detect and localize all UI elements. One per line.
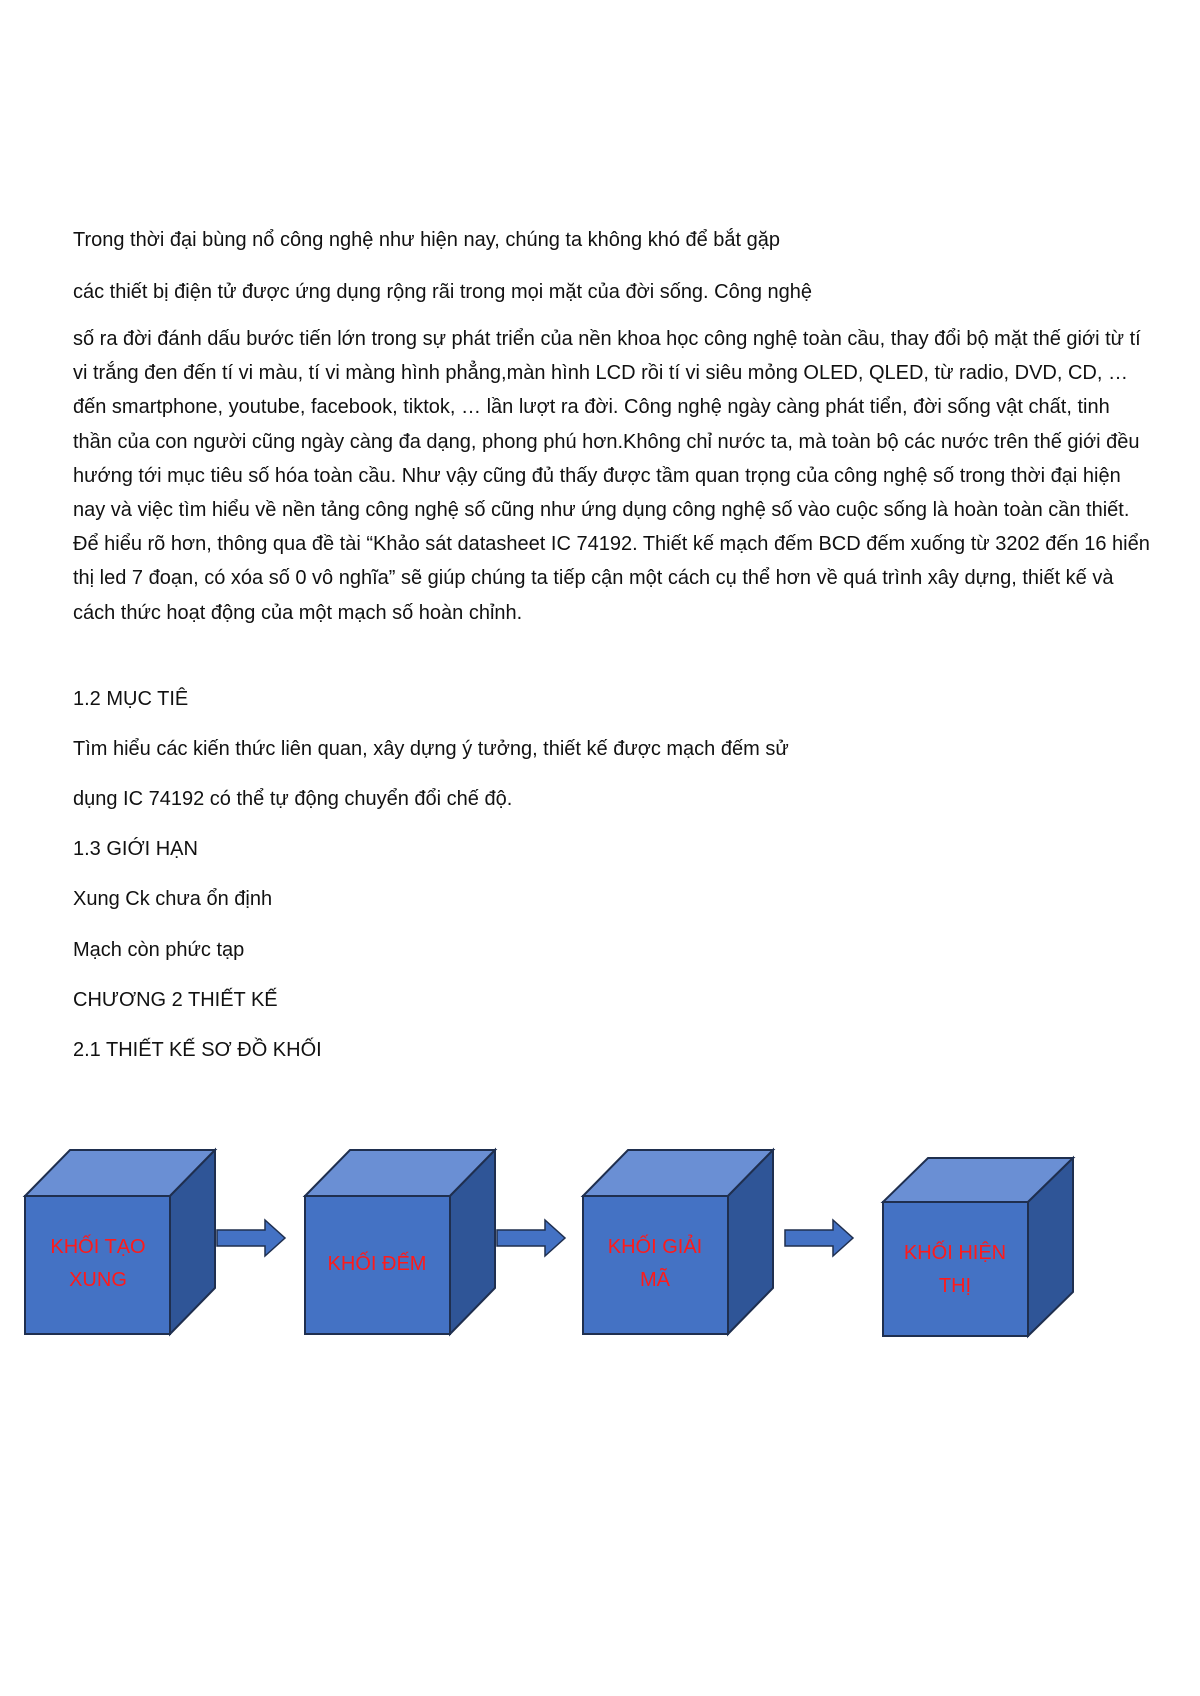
arrow-2: [497, 1220, 565, 1256]
block-4-label-line-2: THỊ: [938, 1275, 972, 1297]
block-3-label-line-2: MÃ: [640, 1269, 670, 1291]
arrow-1: [217, 1220, 285, 1256]
intro-line-1: Trong thời đại bùng nổ công nghệ như hiện nay, chúng ta không khó để bắt gặp: [73, 229, 781, 251]
block-counter: [305, 1150, 495, 1334]
section-1-2-heading: 1.2 MỤC TIÊ: [73, 688, 189, 710]
limitation-item-1: Xung Ck chưa ổn định: [73, 888, 273, 910]
section-1-2-line-2: dụng IC 74192 có thể tự động chuyển đổi chế độ.: [73, 788, 513, 810]
chapter-2-heading: CHƯƠNG 2 THIẾT KẾ: [73, 989, 278, 1011]
block-1-label-line-1: KHỐI TẠO: [50, 1236, 146, 1258]
block-2-label-line-1: KHỐI ĐẾM: [327, 1253, 427, 1275]
arrow-3: [785, 1220, 853, 1256]
block-decoder: [583, 1150, 773, 1334]
limitation-item-2: Mạch còn phức tạp: [73, 939, 245, 961]
intro-line-2: các thiết bị điện tử được ứng dụng rộng rãi trong mọi mặt của đời sống. Công nghệ: [73, 281, 813, 303]
block-3-label-line-1: KHỐI GIẢI: [607, 1236, 703, 1258]
intro-paragraph: số ra đời đánh dấu bước tiến lớn trong sự phát triển của nền khoa học công nghệ toàn cầu, thay đổi bộ mặt thế giới từ tí vi trắng đen đến tí vi màu, tí vi màng hình phẳng,màn hình LCD rồi tí vi siêu mỏng OLED, QLED, từ radio, DVD, CD, … đến smartphone, youtube, facebook, tiktok, … lần lượt ra đời. Công nghệ ngày càng phát tiển, đời sống vật chất, tinh thần của con người cũng ngày càng đa dạng, phong phú hơn.Không chỉ nước ta, mà toàn bộ các nước trên thế giới đều hướng tới mục tiêu số hóa toàn cầu. Như vậy cũng đủ thấy được tầm quan trọng của công nghệ số trong thời đại hiện nay và việc tìm hiểu về nền tảng công nghệ số cũng như ứng dụng công nghệ số vào cuộc sống là hoàn toàn cần thiết. Để hiểu rõ hơn, thông qua đề tài “Khảo sát datasheet IC 74192. Thiết kế mạch đếm BCD đếm xuống từ 3202 đến 16 hiển thị led 7 đoạn, có xóa số 0 vô nghĩa” sẽ giúp chúng ta tiếp cận một cách cụ thể hơn về quá trình xây dựng, thiết kế và cách thức hoạt động của một mạch số hoàn chỉnh.: [73, 328, 1150, 624]
section-1-3-heading: 1.3 GIỚI HẠN: [73, 838, 198, 860]
block-display: [883, 1158, 1073, 1336]
block-4-label-line-1: KHỐI HIỆN: [903, 1242, 1007, 1264]
block-diagram: [0, 1130, 1200, 1370]
block-diagram-svg: [0, 1130, 1200, 1370]
section-2-1-heading: 2.1 THIẾT KẾ SƠ ĐỒ KHỐI: [73, 1039, 322, 1061]
block-1-label-line-2: XUNG: [69, 1269, 127, 1291]
block-pulse-generator: [25, 1150, 215, 1334]
section-1-2-line-1: Tìm hiểu các kiến thức liên quan, xây dựng ý tưởng, thiết kế được mạch đếm sử: [73, 738, 789, 760]
